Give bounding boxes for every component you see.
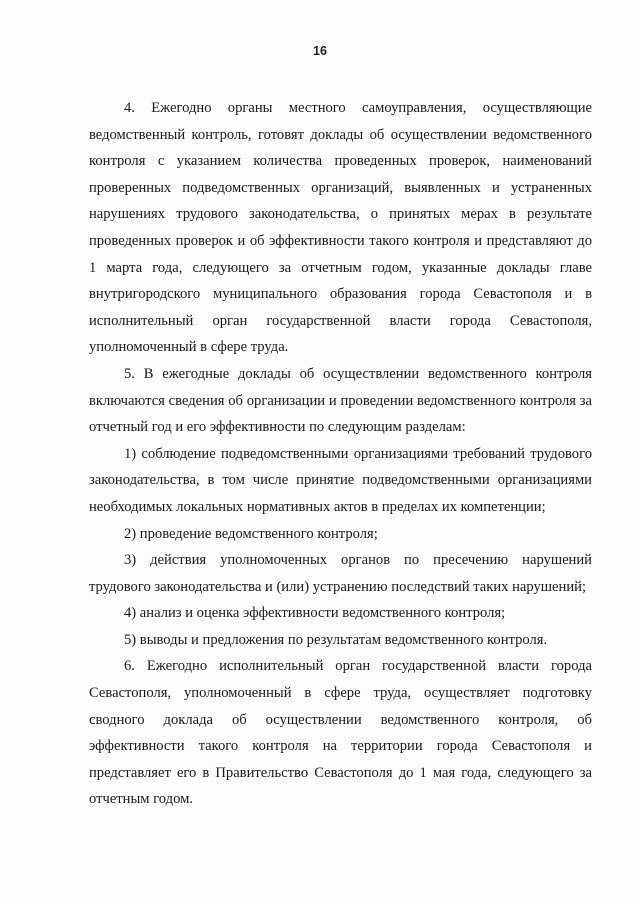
paragraph-5-item-3: 3) действия уполномоченных органов по пресечению нарушений трудового законодательства и (или) устранению последствий таких нарушений;	[89, 552, 592, 595]
paragraph-5-item-2: 2) проведение ведомственного контроля;	[124, 525, 378, 542]
paragraph-5-item-4: 4) анализ и оценка эффективности ведомственного контроля;	[124, 605, 506, 622]
paragraph-5-item-5: 5) выводы и предложения по результатам ведомственного контроля.	[124, 631, 548, 648]
paragraph-5: 5. В ежегодные доклады об осуществлении ведомственного контроля включаются сведения об организации и проведении ведомственного контроля за отчетный год и его эффективности по следующим разделам:	[89, 365, 592, 436]
paragraph-5-item-1: 1) соблюдение подведомственными организациями требований трудового законодательства, в том числе принятие подведомственными организациями необходимых локальных нормативных актов в пределах их компетенции;	[89, 445, 592, 515]
paragraph-6: 6. Ежегодно исполнительный орган государственной власти города Севастополя, уполномоченный в сфере труда, осуществляет подготовку сводного доклада об осуществлении ведомственного контроля, об эффективности такого контроля на территории города Севастополя и представляет его в Правительство Севастополя до 1 мая года, следующего за отчетным годом.	[89, 658, 592, 808]
document-body	[89, 95, 592, 813]
page-number: 16	[313, 44, 327, 58]
paragraph-4: 4. Ежегодно органы местного самоуправления, осуществляющие ведомственный контроль, готовят доклады об осуществлении ведомственного контроля с указанием количества проведенных проверок, наименований проверенных подведомственных организаций, выявленных и устраненных нарушениях трудового законодательства, о принятых мерах в результате проведенных проверок и об эффективности такого контроля и представляют до 1 марта года, следующего за отчетным годом, указанные доклады главе внутригородского муниципального образования города Севастополя и в исполнительный орган государственной власти города Севастополя, уполномоченный в сфере труда.	[89, 100, 592, 356]
